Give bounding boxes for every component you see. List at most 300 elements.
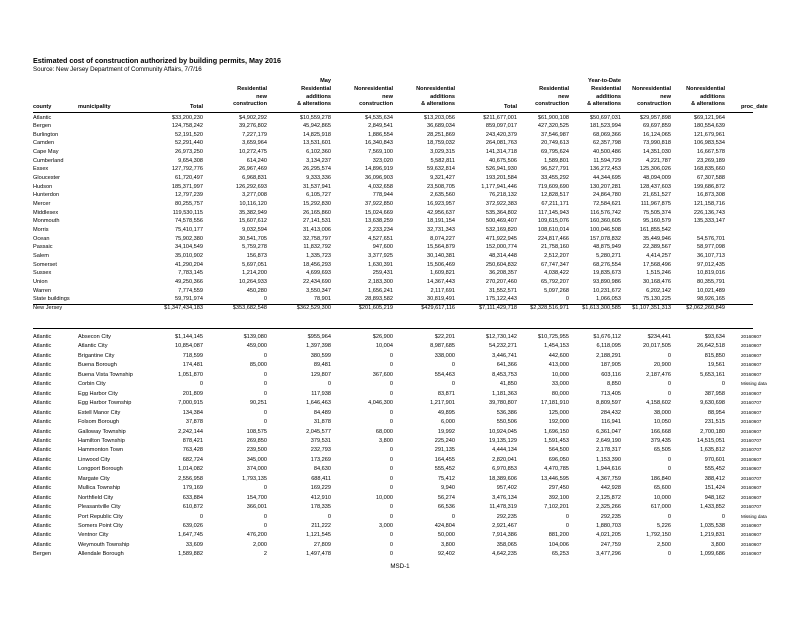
cell-ytd-nonres-add: 135,333,147: [693, 218, 725, 225]
cell-ytd-nonres-add: 3,800: [711, 541, 725, 548]
cell-may-nonres-new: 4,527,651: [368, 235, 393, 242]
cell-may-total: 80,255,757: [175, 201, 203, 207]
cell-county: Atlantic: [33, 409, 52, 416]
cell-ytd-res-add: 713,405: [600, 390, 621, 397]
county-row: [33, 252, 753, 261]
cell-ytd-total: 48,314,448: [489, 252, 517, 259]
cell-may-nonres-add: $429,617,116: [421, 304, 455, 311]
cell-may-total: 179,169: [182, 485, 203, 492]
cell-proc-date: 20160607: [741, 428, 762, 434]
cell-ytd-res-new: 413,000: [548, 362, 569, 369]
cell-ytd-res-new: 65,792,207: [541, 278, 569, 285]
cell-ytd-nonres-add: 970,601: [704, 456, 725, 463]
cell-may-res-add: 22,434,690: [303, 278, 331, 285]
cell-ytd-res-add: 130,207,281: [589, 183, 621, 190]
cell-ytd-nonres-new: 20,017,505: [643, 343, 671, 350]
cell-ytd-nonres-new: $234,441: [647, 334, 671, 340]
cell-ytd-nonres-new: 65,600: [653, 485, 671, 492]
cell-may-res-new: 39,276,802: [239, 123, 267, 130]
cell-may-nonres-add: 28,251,869: [427, 131, 455, 138]
cell-may-res-new: 0: [263, 409, 267, 416]
cell-ytd-nonres-new: 0: [667, 456, 671, 463]
cell-ytd-res-new: 17,181,910: [541, 400, 569, 407]
county-row: [33, 191, 753, 200]
cell-may-res-add: 232,793: [310, 447, 331, 454]
cell-may-res-new: 15,607,612: [239, 218, 267, 225]
cell-may-total: 12,797,239: [175, 192, 203, 199]
cell-ytd-nonres-add: 23,269,189: [697, 157, 725, 164]
cell-ytd-nonres-new: 0: [667, 551, 671, 558]
cell-municipality: Buena Borough: [78, 362, 117, 369]
municipality-row: [33, 484, 762, 493]
cell-municipality: Egg Harbor Township: [78, 400, 132, 407]
cell-may-res-new: 0: [263, 381, 267, 388]
cell-municipality: Pleasantville City: [78, 504, 121, 511]
cell-may-total: $33,200,230: [171, 114, 203, 121]
cell-ytd-total: 250,604,832: [485, 261, 517, 268]
cell-may-nonres-add: 59,632,814: [427, 166, 455, 173]
cell-ytd-nonres-add: 80,355,791: [697, 278, 725, 285]
cell-may-res-add: 31,413,006: [303, 226, 331, 233]
cell-ytd-nonres-add: 226,136,743: [693, 209, 725, 216]
cell-may-total: 59,791,974: [175, 296, 203, 303]
cell-may-res-new: 126,292,693: [235, 183, 267, 190]
county-row: [33, 295, 753, 304]
cell-ytd-res-new: $10,725,955: [537, 334, 569, 340]
cell-ytd-total: 372,922,383: [485, 201, 517, 207]
municipality-row: [33, 522, 762, 531]
cell-ytd-res-add: 93,890,986: [593, 278, 621, 285]
cell-may-nonres-add: 23,508,705: [427, 183, 455, 190]
cell-may-res-add: 31,878: [313, 419, 331, 426]
cell-may-res-add: 178,335: [310, 504, 331, 511]
cell-may-nonres-add: 6,000: [441, 419, 455, 426]
cell-may-res-add: 1,646,463: [306, 400, 331, 407]
municipality-row: [33, 342, 762, 351]
cell-ytd-nonres-add: 58,977,098: [697, 244, 725, 251]
cell-may-nonres-new: 0: [389, 456, 393, 463]
cell-ytd-nonres-new: $1,107,351,313: [632, 304, 671, 311]
cell-may-nonres-new: $201,605,219: [358, 304, 393, 311]
cell-ytd-res-new: 108,610,014: [537, 226, 569, 233]
cell-county: Atlantic: [33, 485, 52, 492]
cell-may-res-new: 450,280: [246, 287, 267, 294]
cell-may-res-new: 0: [263, 390, 267, 397]
cell-may-res-new: 476,200: [246, 532, 267, 539]
cell-may-res-add: 84,630: [313, 466, 331, 473]
cell-ytd-nonres-new: 379,435: [650, 437, 671, 444]
cell-ytd-nonres-new: 14,351,030: [643, 149, 671, 156]
cell-may-nonres-new: 367,600: [372, 371, 393, 378]
cell-may-nonres-new: 2,849,541: [368, 123, 393, 130]
cell-ytd-res-add: 2,325,266: [596, 504, 621, 511]
cell-ytd-nonres-add: 98,926,165: [697, 296, 725, 303]
cell-ytd-total: 193,201,584: [485, 175, 517, 182]
cell-may-total: 0: [199, 381, 203, 388]
cell-ytd-res-add: 3,477,296: [596, 551, 621, 558]
cell-ytd-res-add: 603,116: [601, 371, 621, 378]
cell-may-nonres-add: 2,117,691: [430, 287, 455, 294]
cell-may-res-new: 10,272,475: [239, 149, 267, 156]
cell-municipality: Absecon City: [78, 334, 111, 340]
cell-ytd-res-add: 72,584,621: [593, 201, 621, 207]
cell-may-res-add: 32,758,797: [303, 235, 331, 242]
municipality-row: [33, 437, 762, 446]
county-row: [33, 131, 753, 140]
cell-may-res-new: $139,080: [243, 334, 267, 340]
cell-may-res-add: $955,964: [307, 334, 331, 340]
municipality-row: [33, 399, 762, 408]
cell-may-res-add: 129,807: [310, 371, 331, 378]
cell-may-nonres-new: 1,656,241: [368, 287, 393, 294]
municipality-row: [33, 390, 762, 399]
municipality-row: [33, 503, 762, 512]
county-row: [33, 114, 753, 123]
county-row: [33, 148, 753, 157]
cell-may-nonres-add: 66,536: [437, 504, 455, 511]
county-row: [33, 278, 753, 287]
cell-ytd-nonres-new: 69,697,859: [643, 123, 671, 130]
cell-county: Somerset: [33, 261, 57, 268]
cell-ytd-res-new: 69,795,624: [541, 149, 569, 156]
cell-may-nonres-add: 0: [451, 381, 455, 388]
cell-municipality: Ventnor City: [78, 532, 109, 539]
cell-may-res-new: 0: [263, 523, 267, 529]
cell-county: Mercer: [33, 201, 51, 207]
cell-proc-date: 20160707: [741, 400, 762, 406]
cell-ytd-total: 641,366: [496, 362, 517, 369]
cell-ytd-res-new: 33,455,292: [541, 175, 569, 182]
cell-may-res-add: 379,531: [310, 437, 331, 444]
header-ytd-res-add: Residential additions & alterations: [587, 86, 621, 108]
cell-may-res-add: 31,537,941: [303, 183, 331, 190]
cell-municipality: Longport Borough: [78, 466, 123, 473]
cell-proc-date: 20160707: [741, 447, 762, 453]
cell-ytd-res-new: 442,600: [548, 352, 569, 359]
cell-may-nonres-new: 15,024,669: [365, 209, 393, 216]
source-note: Source: New Jersey Department of Community Affairs, 7/7/16: [33, 66, 202, 73]
cell-may-res-new: 10,264,933: [239, 278, 267, 285]
cell-may-nonres-add: 16,923,957: [427, 201, 455, 207]
cell-may-nonres-new: 68,000: [375, 428, 393, 435]
cell-ytd-total: 141,314,718: [485, 149, 517, 156]
cell-may-res-new: 614,240: [246, 157, 267, 164]
header-may-res-new: Residential new construction: [233, 86, 267, 108]
cell-county: Essex: [33, 166, 49, 173]
cell-may-total: 134,384: [182, 409, 203, 416]
cell-county: Cape May: [33, 149, 59, 156]
cell-may-total: 7,783,145: [178, 270, 203, 277]
cell-ytd-total: 550,506: [496, 419, 517, 426]
cell-may-res-add: 1,335,723: [306, 252, 331, 259]
cell-may-nonres-new: 0: [389, 485, 393, 492]
cell-may-nonres-add: 42,956,637: [427, 209, 455, 216]
cell-ytd-res-add: 442,928: [600, 485, 621, 492]
cell-may-total: 35,010,902: [175, 252, 203, 259]
cell-ytd-nonres-new: 30,168,476: [643, 278, 671, 285]
cell-ytd-nonres-add: 1,219,831: [700, 532, 725, 539]
cell-ytd-nonres-add: 387,958: [704, 390, 725, 397]
cell-ytd-total: 19,135,129: [489, 437, 517, 444]
cell-may-total: 7,774,559: [178, 287, 203, 294]
municipality-row: [33, 409, 762, 418]
cell-ytd-res-add: 1,153,390: [596, 456, 621, 463]
cell-may-res-add: 173,269: [310, 456, 331, 463]
cell-county: Ocean: [33, 235, 50, 242]
cell-county: Burlington: [33, 131, 59, 138]
cell-ytd-nonres-add: 180,554,639: [693, 123, 725, 130]
cell-ytd-nonres-new: 0: [667, 466, 671, 473]
cell-ytd-res-add: 4,021,205: [596, 532, 621, 539]
cell-ytd-nonres-new: 186,840: [650, 475, 671, 482]
cell-may-total: 0: [199, 513, 203, 520]
cell-may-nonres-new: 0: [389, 447, 393, 454]
cell-ytd-res-new: 96,527,791: [541, 166, 569, 173]
cell-may-res-new: 85,000: [249, 362, 267, 369]
cell-may-res-add: 6,105,727: [306, 192, 331, 199]
cell-proc-date: 20160607: [741, 352, 762, 358]
cell-county: Atlantic: [33, 447, 52, 454]
cell-county: Monmouth: [33, 218, 60, 225]
cell-ytd-nonres-new: 0: [667, 381, 671, 388]
cell-may-nonres-new: 0: [389, 362, 393, 369]
cell-may-total: 201,809: [182, 390, 203, 397]
cell-ytd-res-new: 10,000: [551, 371, 569, 378]
municipality-row: [33, 531, 762, 540]
cell-may-nonres-add: 2,635,560: [430, 192, 455, 199]
county-row: [33, 183, 753, 192]
cell-ytd-nonres-new: 2,500: [657, 541, 671, 548]
cell-may-nonres-add: $22,201: [434, 334, 455, 340]
cell-ytd-nonres-add: 26,642,518: [697, 343, 725, 350]
cell-ytd-total: 36,208,357: [489, 270, 517, 277]
cell-may-nonres-new: 259,431: [372, 270, 393, 277]
cell-municipality: Corbin City: [78, 381, 106, 388]
cell-ytd-res-new: 192,000: [548, 419, 569, 426]
cell-county: Atlantic: [33, 541, 52, 548]
header-proc-date: proc_date: [741, 104, 768, 110]
cell-may-res-new: 108,575: [246, 428, 267, 435]
cell-may-res-add: 0: [327, 513, 331, 520]
cell-ytd-nonres-add: 10,021,489: [697, 287, 725, 294]
cell-may-total: 26,973,250: [175, 149, 203, 156]
cell-ytd-nonres-add: 121,158,716: [693, 201, 725, 207]
cell-may-res-add: 412,910: [310, 494, 331, 501]
cell-may-res-new: 1,793,135: [242, 475, 267, 482]
cell-ytd-res-new: 427,320,525: [537, 123, 569, 130]
cell-may-nonres-new: 3,377,925: [368, 252, 393, 259]
cell-ytd-res-new: 564,500: [548, 447, 569, 454]
cell-may-res-new: 0: [263, 296, 267, 303]
cell-may-nonres-new: 37,922,850: [365, 201, 393, 207]
cell-ytd-total: 243,420,379: [485, 131, 517, 138]
cell-county: Sussex: [33, 270, 52, 277]
cell-may-res-add: 3,134,237: [306, 157, 331, 164]
cell-ytd-nonres-add: 36,107,713: [697, 252, 725, 259]
cell-may-nonres-add: 291,135: [434, 447, 455, 454]
cell-ytd-nonres-new: 10,050: [653, 419, 671, 426]
cell-county: Salem: [33, 252, 49, 259]
cell-ytd-total: 471,922,945: [485, 235, 517, 242]
cell-proc-date: 20160707: [741, 504, 762, 510]
cell-may-res-new: 269,850: [246, 437, 267, 444]
county-row: [33, 235, 753, 244]
cell-may-res-add: 1,121,545: [306, 532, 331, 539]
cell-ytd-nonres-new: 5,226: [657, 523, 671, 529]
cell-ytd-res-new: 21,758,160: [541, 244, 569, 251]
cell-ytd-nonres-add: 2,700,180: [700, 428, 725, 435]
cell-municipality: Atlantic City: [78, 343, 108, 350]
cell-ytd-res-add: 6,118,095: [596, 343, 621, 350]
cell-county: Atlantic: [33, 343, 52, 350]
cell-ytd-nonres-new: 128,437,603: [639, 183, 671, 190]
cell-may-nonres-new: 778,944: [372, 192, 393, 199]
cell-may-total: 185,371,997: [171, 183, 203, 190]
cell-ytd-res-new: 65,253: [551, 551, 569, 558]
cell-ytd-nonres-add: 106,983,534: [693, 140, 725, 147]
cell-ytd-nonres-add: 231,515: [704, 419, 725, 426]
header-may-res-add: Residential additions & alterations: [297, 86, 331, 108]
cell-ytd-nonres-add: 121,679,961: [693, 131, 725, 138]
cell-county: Camden: [33, 140, 55, 147]
cell-may-res-add: 9,333,336: [306, 175, 331, 182]
cell-county: Passaic: [33, 244, 53, 251]
cell-may-nonres-add: 3,800: [441, 541, 455, 548]
cell-may-res-new: 374,000: [246, 466, 267, 473]
cell-ytd-nonres-new: 125,306,026: [639, 166, 671, 173]
cell-ytd-res-new: $61,900,108: [537, 114, 569, 121]
cell-may-nonres-new: 13,638,259: [365, 218, 393, 225]
cell-ytd-total: 4,444,134: [492, 447, 517, 454]
cell-ytd-res-add: 116,576,742: [590, 209, 621, 216]
cell-county: Cumberland: [33, 157, 64, 164]
cell-county: Hunterdon: [33, 192, 60, 199]
cell-ytd-nonres-add: 1,635,812: [700, 447, 725, 454]
cell-may-nonres-add: 30,819,491: [427, 296, 455, 303]
cell-may-res-new: 3,277,008: [242, 192, 267, 199]
cell-may-res-add: 84,489: [313, 409, 331, 416]
cell-may-total: 119,530,115: [172, 209, 203, 216]
cell-ytd-total: 41,850: [499, 381, 517, 388]
cell-ytd-res-new: 696,050: [548, 456, 569, 463]
cell-county: Atlantic: [33, 437, 52, 444]
cell-may-nonres-add: 9,321,427: [430, 175, 455, 182]
cell-may-res-add: 3,550,347: [306, 287, 331, 294]
cell-county: Atlantic: [33, 419, 52, 426]
cell-may-nonres-new: 0: [389, 409, 393, 416]
cell-may-res-new: 459,000: [246, 343, 267, 350]
cell-county: Bergen: [33, 551, 52, 558]
cell-may-res-new: $4,902,292: [239, 114, 267, 121]
cell-may-total: 1,589,882: [178, 551, 203, 558]
cell-ytd-nonres-add: 14,515,051: [697, 437, 725, 444]
section-rule: [33, 328, 753, 329]
cell-ytd-nonres-add: 199,686,872: [693, 183, 725, 190]
cell-may-res-new: 154,700: [246, 494, 267, 501]
cell-ytd-total: 11,478,319: [489, 504, 517, 511]
cell-ytd-res-new: 0: [565, 513, 569, 520]
cell-may-nonres-add: 32,731,343: [427, 226, 455, 233]
municipality-row: [33, 541, 762, 550]
municipality-row: [33, 475, 762, 484]
cell-may-nonres-add: 0: [451, 362, 455, 369]
cell-may-res-add: 18,456,293: [303, 261, 331, 268]
cell-may-total: 41,290,204: [175, 261, 203, 268]
cell-may-nonres-new: 0: [389, 513, 393, 520]
cell-ytd-res-new: 0: [565, 523, 569, 529]
cell-proc-date: 20160607: [741, 532, 762, 538]
cell-may-nonres-add: 14,367,443: [427, 278, 455, 285]
cell-may-nonres-new: 10,004: [375, 343, 393, 350]
cell-may-nonres-add: 49,895: [437, 409, 455, 416]
cell-municipality: Buena Vista Township: [78, 371, 133, 378]
header-may-nonres-add: Nonresidential additions & alterations: [416, 86, 455, 108]
cell-may-nonres-new: $26,900: [372, 334, 393, 340]
cell-may-total: 2,242,144: [178, 428, 203, 435]
cell-ytd-nonres-add: 388,412: [704, 475, 725, 482]
cell-ytd-res-add: 8,809,597: [596, 400, 621, 407]
cell-may-total: 633,884: [182, 494, 203, 501]
cell-ytd-res-add: $1,676,112: [593, 334, 621, 340]
cell-ytd-nonres-new: 1,515,246: [646, 270, 671, 277]
cell-may-total: 1,051,870: [178, 371, 203, 378]
cell-may-nonres-add: 554,463: [434, 371, 455, 378]
cell-ytd-res-add: 2,649,190: [596, 437, 621, 444]
cell-may-res-new: 366,001: [246, 504, 267, 511]
cell-municipality: Somers Point City: [78, 523, 123, 529]
cell-county: Middlesex: [33, 209, 59, 216]
cell-ytd-nonres-new: 0: [667, 513, 671, 520]
cell-proc-date: 20160607: [741, 551, 762, 557]
cell-may-nonres-new: 0: [389, 390, 393, 397]
cell-ytd-nonres-new: 1,792,150: [646, 532, 671, 539]
cell-county: Atlantic: [33, 381, 52, 388]
cell-may-nonres-new: 3,800: [379, 437, 393, 444]
cell-may-res-add: 27,141,531: [303, 218, 331, 225]
county-row: [33, 122, 753, 131]
cell-municipality: Estell Manor City: [78, 409, 121, 416]
cell-ytd-res-add: 2,188,291: [596, 352, 621, 359]
cell-may-res-new: 239,500: [246, 447, 267, 454]
cell-proc-date: Missing data: [741, 381, 767, 387]
cell-may-total: 61,720,497: [175, 175, 203, 182]
cell-ytd-res-new: 881,200: [548, 532, 569, 539]
cell-ytd-nonres-add: 97,012,435: [697, 261, 725, 268]
cell-ytd-res-new: 0: [565, 296, 569, 303]
cell-county: Atlantic: [33, 475, 52, 482]
cell-proc-date: Missing data: [741, 513, 767, 519]
cell-ytd-res-add: 24,864,780: [593, 192, 621, 199]
cell-may-nonres-new: 10,000: [375, 494, 393, 501]
cell-may-total: 33,609: [185, 541, 203, 548]
cell-may-nonres-add: 0: [451, 513, 455, 520]
cell-may-res-add: 211,222: [311, 523, 331, 529]
cell-may-nonres-add: 75,412: [437, 475, 455, 482]
cell-may-nonres-add: 3,029,315: [430, 149, 455, 156]
county-row: [33, 269, 753, 278]
cell-ytd-res-new: 7,102,201: [544, 504, 569, 511]
cell-may-res-add: $362,529,300: [296, 304, 331, 311]
cell-ytd-total: 10,924,045: [489, 428, 517, 435]
municipality-row: [33, 494, 762, 503]
cell-may-res-add: 15,292,830: [303, 201, 331, 207]
cell-may-res-new: 0: [263, 485, 267, 492]
cell-may-total: $1,347,434,183: [164, 304, 203, 311]
cell-county: State buildings: [33, 296, 70, 303]
county-row: [33, 261, 753, 270]
cell-ytd-res-new: 37,546,987: [541, 131, 569, 138]
cell-ytd-res-add: 11,594,729: [593, 157, 621, 164]
